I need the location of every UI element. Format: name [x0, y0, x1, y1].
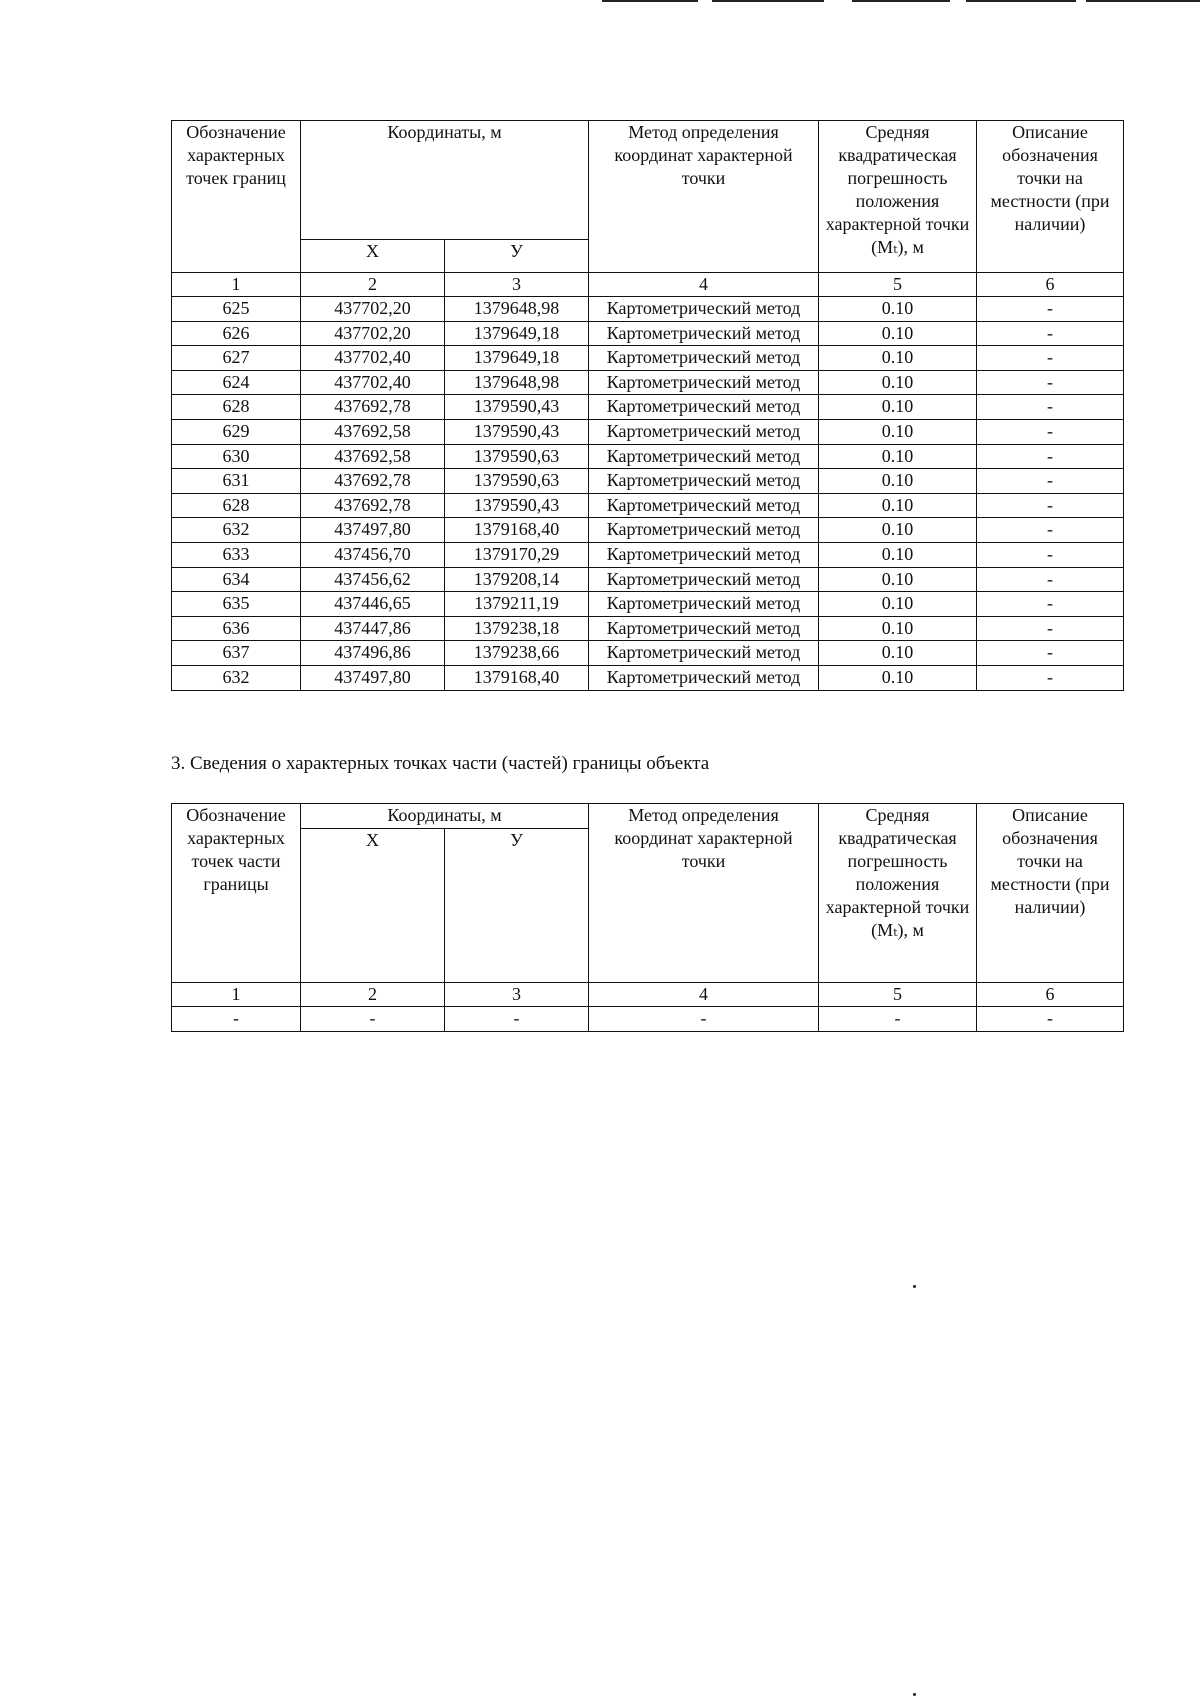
table-row — [172, 493, 1124, 518]
header-x: Х — [301, 829, 445, 983]
error-cell: 0.10 — [819, 444, 977, 469]
table-row — [172, 346, 1124, 371]
scan-edge-mark — [852, 0, 950, 2]
x-coordinate-cell: 437692,58 — [301, 444, 445, 469]
point-designation-cell: 630 — [172, 444, 301, 469]
column-number: 3 — [445, 273, 589, 297]
error-cell: 0.10 — [819, 419, 977, 444]
description-cell: - — [977, 321, 1124, 346]
error-cell: 0.10 — [819, 370, 977, 395]
x-coordinate-cell: 437447,86 — [301, 616, 445, 641]
scan-edge-mark — [1086, 0, 1200, 2]
y-coordinate-cell: 1379648,98 — [445, 370, 589, 395]
column-number: 6 — [977, 983, 1124, 1007]
point-designation-cell: 628 — [172, 395, 301, 420]
table-row — [172, 641, 1124, 666]
x-coordinate-cell: 437497,80 — [301, 518, 445, 543]
header-designation: Обозначение характерных точек части границы — [172, 804, 301, 983]
x-coordinate-cell: 437702,20 — [301, 297, 445, 322]
error-cell: 0.10 — [819, 395, 977, 420]
x-coordinate-cell: 437456,70 — [301, 542, 445, 567]
x-coordinate-cell: 437702,20 — [301, 321, 445, 346]
header-error: Средняя квадратическая погрешность положения характерной точки (Mₜ), м — [819, 121, 977, 273]
method-cell: Картометрический метод — [589, 469, 819, 494]
method-cell: Картометрический метод — [589, 641, 819, 666]
scan-edge-mark — [602, 0, 698, 2]
column-number: 2 — [301, 273, 445, 297]
point-designation-cell: 635 — [172, 592, 301, 617]
point-designation-cell: 628 — [172, 493, 301, 518]
error-cell: 0.10 — [819, 321, 977, 346]
table-row — [172, 469, 1124, 494]
table-row — [172, 370, 1124, 395]
column-number: 3 — [445, 983, 589, 1007]
point-designation-cell: 626 — [172, 321, 301, 346]
method-cell: Картометрический метод — [589, 395, 819, 420]
y-coordinate-cell: 1379170,29 — [445, 542, 589, 567]
method-cell: Картометрический метод — [589, 665, 819, 690]
point-designation-cell: 627 — [172, 346, 301, 371]
description-cell: - — [977, 518, 1124, 543]
scan-edge-mark — [966, 0, 1076, 2]
header-description: Описание обозначения точки на местности (при наличии) — [977, 804, 1124, 983]
error-cell: 0.10 — [819, 616, 977, 641]
table-row — [172, 297, 1124, 322]
method-cell: Картометрический метод — [589, 567, 819, 592]
point-designation-cell: 632 — [172, 665, 301, 690]
table-row — [172, 616, 1124, 641]
point-designation-cell: 632 — [172, 518, 301, 543]
header-y: У — [445, 829, 589, 983]
error-cell: 0.10 — [819, 493, 977, 518]
y-coordinate-cell: - — [445, 1007, 589, 1032]
method-cell: Картометрический метод — [589, 321, 819, 346]
point-designation-cell: 634 — [172, 567, 301, 592]
method-cell: Картометрический метод — [589, 542, 819, 567]
scan-speck — [913, 1693, 916, 1696]
table-row — [172, 592, 1124, 617]
point-designation-cell: 631 — [172, 469, 301, 494]
method-cell: Картометрический метод — [589, 518, 819, 543]
y-coordinate-cell: 1379649,18 — [445, 321, 589, 346]
header-description: Описание обозначения точки на местности (при наличии) — [977, 121, 1124, 273]
description-cell: - — [977, 641, 1124, 666]
table-row — [172, 518, 1124, 543]
column-number: 5 — [819, 273, 977, 297]
description-cell: - — [977, 616, 1124, 641]
description-cell: - — [977, 419, 1124, 444]
column-numbers-row — [172, 273, 1124, 297]
error-cell: 0.10 — [819, 297, 977, 322]
y-coordinate-cell: 1379211,19 — [445, 592, 589, 617]
header-designation: Обозначение характерных точек границ — [172, 121, 301, 273]
description-cell: - — [977, 370, 1124, 395]
description-cell: - — [977, 592, 1124, 617]
x-coordinate-cell: 437446,65 — [301, 592, 445, 617]
error-cell: 0.10 — [819, 542, 977, 567]
error-cell: 0.10 — [819, 567, 977, 592]
y-coordinate-cell: 1379168,40 — [445, 518, 589, 543]
y-coordinate-cell: 1379649,18 — [445, 346, 589, 371]
description-cell: - — [977, 444, 1124, 469]
table-row — [172, 419, 1124, 444]
y-coordinate-cell: 1379208,14 — [445, 567, 589, 592]
x-coordinate-cell: 437692,78 — [301, 469, 445, 494]
point-designation-cell: 637 — [172, 641, 301, 666]
y-coordinate-cell: 1379238,18 — [445, 616, 589, 641]
column-number: 4 — [589, 983, 819, 1007]
y-coordinate-cell: 1379590,43 — [445, 419, 589, 444]
header-method: Метод определения координат характерной точки — [589, 121, 819, 273]
part-boundary-points-table — [171, 803, 1124, 1032]
table-row — [172, 395, 1124, 420]
scan-speck — [913, 1285, 916, 1288]
table-row — [172, 1007, 1124, 1032]
description-cell: - — [977, 297, 1124, 322]
point-designation-cell: 625 — [172, 297, 301, 322]
table2-body — [172, 1007, 1124, 1032]
boundary-points-table — [171, 120, 1124, 691]
description-cell: - — [977, 1007, 1124, 1032]
y-coordinate-cell: 1379590,43 — [445, 395, 589, 420]
description-cell: - — [977, 567, 1124, 592]
header-error: Средняя квадратическая погрешность положения характерной точки (Mₜ), м — [819, 804, 977, 983]
description-cell: - — [977, 542, 1124, 567]
table-row — [172, 444, 1124, 469]
error-cell: 0.10 — [819, 518, 977, 543]
x-coordinate-cell: 437456,62 — [301, 567, 445, 592]
method-cell: Картометрический метод — [589, 419, 819, 444]
error-cell: 0.10 — [819, 469, 977, 494]
method-cell: Картометрический метод — [589, 370, 819, 395]
method-cell: Картометрический метод — [589, 346, 819, 371]
header-method: Метод определения координат характерной точки — [589, 804, 819, 983]
description-cell: - — [977, 395, 1124, 420]
column-numbers-row — [172, 983, 1124, 1007]
y-coordinate-cell: 1379168,40 — [445, 665, 589, 690]
y-coordinate-cell: 1379590,63 — [445, 469, 589, 494]
table-row — [172, 665, 1124, 690]
y-coordinate-cell: 1379590,43 — [445, 493, 589, 518]
description-cell: - — [977, 346, 1124, 371]
method-cell: Картометрический метод — [589, 493, 819, 518]
point-designation-cell: - — [172, 1007, 301, 1032]
column-number: 6 — [977, 273, 1124, 297]
x-coordinate-cell: 437702,40 — [301, 346, 445, 371]
x-coordinate-cell: 437692,78 — [301, 395, 445, 420]
x-coordinate-cell: 437497,80 — [301, 665, 445, 690]
x-coordinate-cell: 437692,78 — [301, 493, 445, 518]
point-designation-cell: 633 — [172, 542, 301, 567]
x-coordinate-cell: 437702,40 — [301, 370, 445, 395]
header-coordinates: Координаты, м — [301, 121, 589, 240]
x-coordinate-cell: 437692,58 — [301, 419, 445, 444]
scan-edge-mark — [712, 0, 824, 2]
column-number: 1 — [172, 983, 301, 1007]
table-row — [172, 567, 1124, 592]
y-coordinate-cell: 1379648,98 — [445, 297, 589, 322]
column-number: 4 — [589, 273, 819, 297]
table-row — [172, 542, 1124, 567]
description-cell: - — [977, 469, 1124, 494]
column-number: 5 — [819, 983, 977, 1007]
header-coordinates: Координаты, м — [301, 804, 589, 829]
method-cell: Картометрический метод — [589, 297, 819, 322]
error-cell: 0.10 — [819, 665, 977, 690]
column-number: 1 — [172, 273, 301, 297]
point-designation-cell: 629 — [172, 419, 301, 444]
y-coordinate-cell: 1379590,63 — [445, 444, 589, 469]
section-3-heading: 3. Сведения о характерных точках части (частей) границы объекта — [171, 753, 710, 774]
point-designation-cell: 636 — [172, 616, 301, 641]
method-cell: Картометрический метод — [589, 616, 819, 641]
x-coordinate-cell: 437496,86 — [301, 641, 445, 666]
table1-body — [172, 297, 1124, 691]
x-coordinate-cell: - — [301, 1007, 445, 1032]
header-x: Х — [301, 240, 445, 273]
error-cell: 0.10 — [819, 641, 977, 666]
y-coordinate-cell: 1379238,66 — [445, 641, 589, 666]
error-cell: - — [819, 1007, 977, 1032]
method-cell: Картометрический метод — [589, 444, 819, 469]
column-number: 2 — [301, 983, 445, 1007]
header-y: У — [445, 240, 589, 273]
description-cell: - — [977, 493, 1124, 518]
description-cell: - — [977, 665, 1124, 690]
table-row — [172, 321, 1124, 346]
error-cell: 0.10 — [819, 592, 977, 617]
method-cell: - — [589, 1007, 819, 1032]
error-cell: 0.10 — [819, 346, 977, 371]
method-cell: Картометрический метод — [589, 592, 819, 617]
point-designation-cell: 624 — [172, 370, 301, 395]
